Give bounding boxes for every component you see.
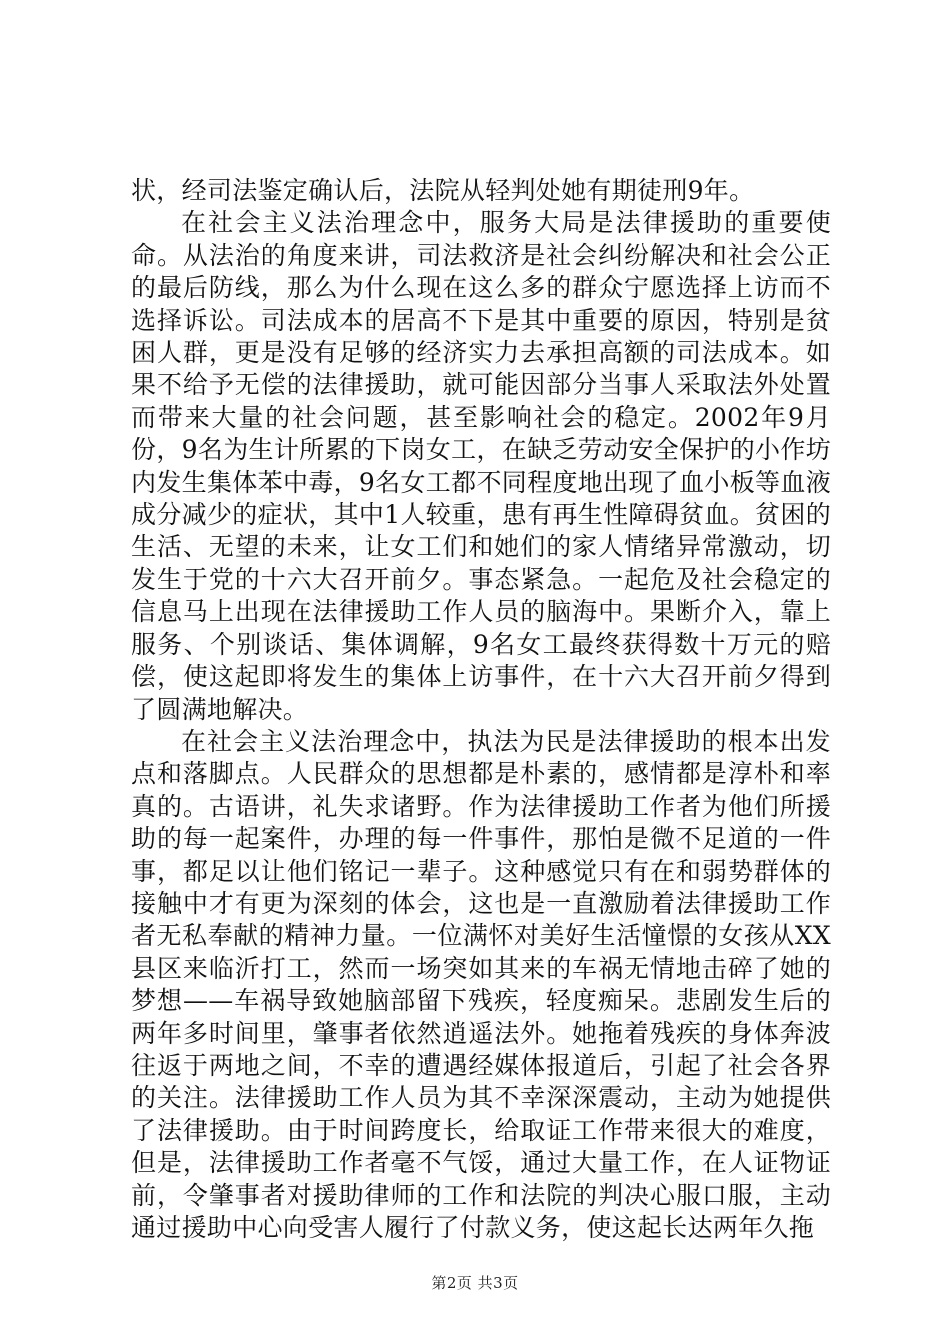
document-body	[131, 175, 831, 1244]
page-number-footer: 第2页 共3页	[431, 1274, 519, 1292]
paragraph-continuation: 状，经司法鉴定确认后，法院从轻判处她有期徒刑9年。	[131, 176, 755, 205]
paragraph-service-mission: 在社会主义法治理念中，服务大局是法律援助的重要使命。从法治的角度来讲，司法救济是社会纠纷解决和社会公正的最后防线，那么为什么现在这么多的群众宁愿选择上访而不选择诉讼。司法成本的居高不下是其中重要的原因，特别是贫困人群，更是没有足够的经济实力去承担高额的司法成本。如果不给予无偿的法律援助，就可能因部分当事人采取法外处置而带来大量的社会问题，甚至影响社会的稳定。2002年9月份，9名为生计所累的下岗女工，在缺乏劳动安全保护的小作坊内发生集体苯中毒，9名女工都不同程度地出现了血小板等血液成分减少的症状，其中1人较重，患有再生性障碍贫血。贫困的生活、无望的未来，让女工们和她们的家人情绪异常激动，切发生于党的十六大召开前夕。事态紧急。一起危及社会稳定的信息马上出现在法律援助工作人员的脑海中。果断介入，靠上服务、个别谈话、集体调解，9名女工最终获得数十万元的赔偿，使这起即将发生的集体上访事件，在十六大召开前夕得到了圆满地解决。	[131, 208, 831, 724]
paragraph-law-for-people: 在社会主义法治理念中，执法为民是法律援助的根本出发点和落脚点。人民群众的思想都是朴素的，感情都是淳朴和率真的。古语讲，礼失求诸野。作为法律援助工作者为他们所援助的每一起案件，办理的每一件事件，那怕是微不足道的一件事，都足以让他们铭记一辈子。这种感觉只有在和弱势群体的接触中才有更为深刻的体会，这也是一直激励着法律援助工作者无私奉献的精神力量。一位满怀对美好生活憧憬的女孩从XX县区来临沂打工，然而一场突如其来的车祸无情地击碎了她的梦想——车祸导致她脑部留下残疾，轻度痴呆。悲剧发生后的两年多时间里，肇事者依然逍遥法外。她拖着残疾的身体奔波往返于两地之间，不幸的遭遇经媒体报道后，引起了社会各界的关注。法律援助工作人员为其不幸深深震动，主动为她提供了法律援助。由于时间跨度长，给取证工作带来很大的难度，但是，法律援助工作者毫不气馁，通过大量工作，在人证物证前，令肇事者对援助律师的工作和法院的判决心服口服，主动通过援助中心向受害人履行了付款义务，使这起长达两年久拖	[131, 726, 831, 1242]
